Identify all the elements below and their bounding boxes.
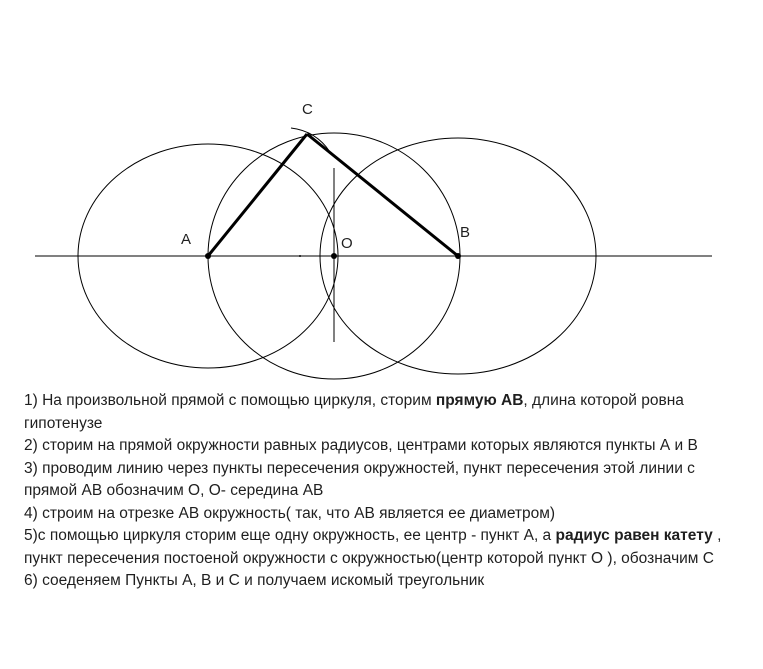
point-a xyxy=(205,253,211,259)
step-1-bold: прямую АВ xyxy=(435,392,524,409)
point-b xyxy=(455,253,461,259)
segment-cb xyxy=(307,134,458,256)
step-5-text-start: 5)с помощью циркуля сторим еще одну окружность, ее центр - пункт А, а xyxy=(24,527,556,544)
step-3: 3) проводим линию через пункты пересечения окружностей, пункт пересечения этой линии с прямой АВ обозначим О, О- середина АВ xyxy=(24,459,695,499)
tick-mark xyxy=(299,255,301,257)
step-5-text-end: , пункт пересечения постоеной окружности с окружностью(центр которой пункт О ), обозначим С xyxy=(24,527,722,567)
step-5-bold: радиус равен катету xyxy=(555,527,713,544)
point-o xyxy=(331,253,337,259)
step-5 xyxy=(24,525,744,570)
step-6: 6) соеденяем Пункты А, В и С и получаем искомый треугольник xyxy=(24,572,485,589)
step-4: 4) строим на отрезке АВ окружность( так, что АВ является ее диаметром) xyxy=(24,504,556,522)
step-1 xyxy=(24,390,744,435)
construction-steps xyxy=(24,390,744,593)
step-2: 2) сторим на прямой окружности равных радиусов, центрами которых являются пункты А и В xyxy=(24,437,698,454)
step-1-text-end: , длина которой ровна гипотенузе xyxy=(24,392,684,432)
step-1-text-start: 1) На произвольной прямой с помощью циркуля, сторим xyxy=(24,392,436,409)
label-o: O xyxy=(341,235,353,252)
label-b: B xyxy=(460,224,471,241)
label-a: A xyxy=(181,231,192,248)
label-c: C xyxy=(302,101,313,118)
